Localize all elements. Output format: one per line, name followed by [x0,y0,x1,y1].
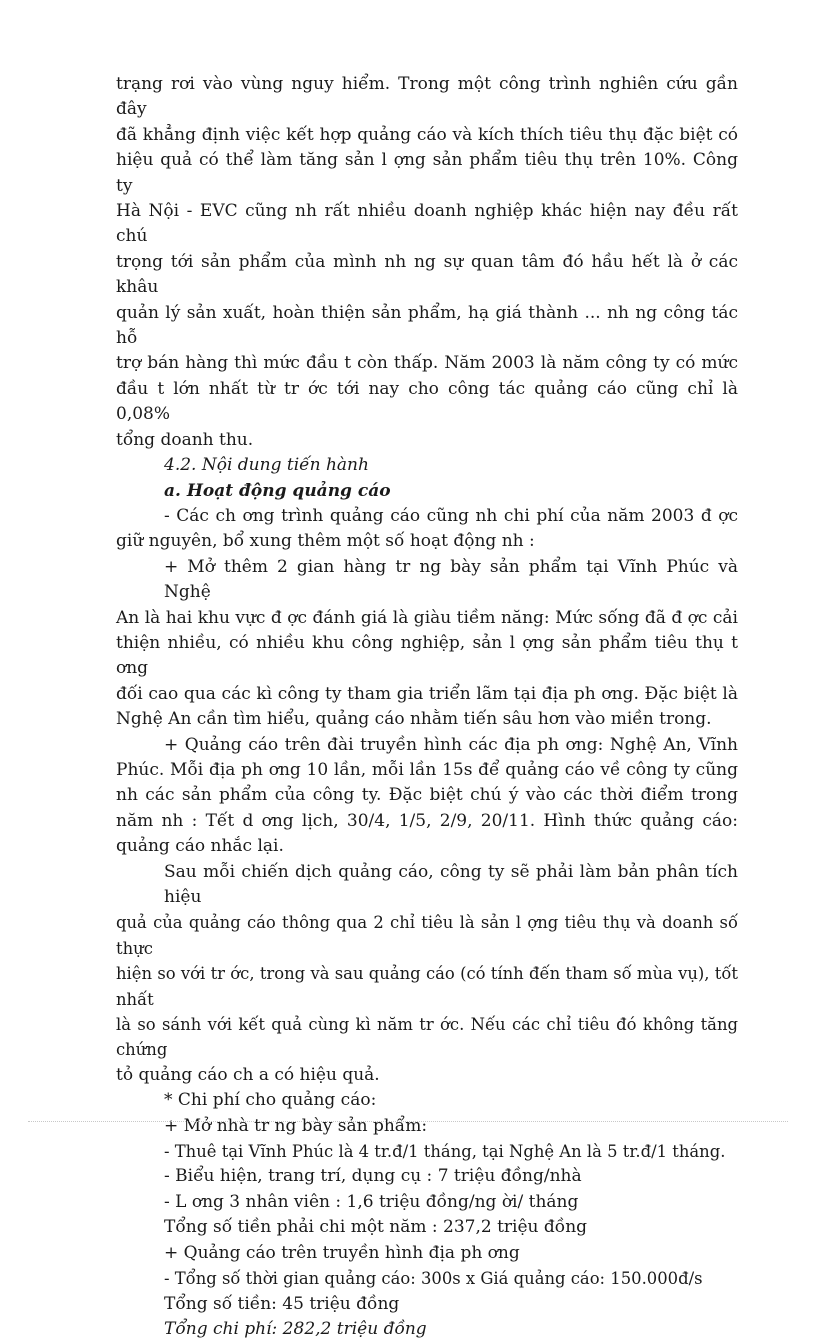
cost-item: - Biểu hiện, trang trí, dụng cụ : 7 triệu đồng/nhà [164,1166,582,1187]
cost-item: Tổng số tiền: 45 triệu đồng [164,1293,400,1314]
cost-item: Tổng số tiền phải chi một năm : 237,2 triệu đồng [164,1217,588,1238]
text-line: trạng rơi vào vùng nguy hiểm. Trong một công trình nghiên cứu gần đây [116,74,738,120]
text-line: quản lý sản xuất, hoàn thiện sản phẩm, hạ giá thành ... nh ng công tác hỗ [116,302,738,349]
cost-item: - Tổng số thời gian quảng cáo: 300s x Giá quảng cáo: 150.000đ/s [164,1269,703,1289]
paragraph-showroom [116,555,738,733]
text-line: năm nh : Tết d ơng lịch, 30/4, 1/5, 2/9, 20/11. Hình thức quảng cáo: [116,810,738,831]
text-line: An là hai khu vực đ ợc đánh giá là giàu tiềm năng: Mức sống đã đ ợc cải [116,607,738,628]
text-line: tỏ quảng cáo ch a có hiệu quả. [116,1064,380,1085]
subsection-heading: a. Hoạt động quảng cáo [164,480,391,501]
document-page [116,72,738,1342]
text-line: giữ nguyên, bổ xung thêm một số hoạt động nh : [116,531,535,552]
text-line: Phúc. Mỗi địa ph ơng 10 lần, mỗi lần 15s để quảng cáo về công ty cũng [116,759,738,780]
paragraph-intro [116,72,738,453]
text-line: quả của quảng cáo thông qua 2 chỉ tiêu là sản l ợng tiêu thụ và doanh số thực [116,913,738,958]
section-heading: 4.2. Nội dung tiến hành [164,455,369,476]
cost-item: + Mở nhà tr ng bày sản phẩm: [164,1115,428,1136]
paragraph-analysis [116,860,738,1089]
text-line: đã khẳng định việc kết hợp quảng cáo và kích thích tiêu thụ đặc biệt có [116,124,738,145]
text-line: hiệu quả có thể làm tăng sản l ợng sản phẩm tiêu thụ trên 10%. Công ty [116,150,738,196]
text-line: trọng tới sản phẩm của mình nh ng sự quan tâm đó hầu hết là ở các khâu [116,251,738,298]
cost-item: + Quảng cáo trên truyền hình địa ph ơng [164,1242,520,1263]
text-line: Hà Nội - EVC cũng nh rất nhiều doanh nghiệp khác hiện nay đều rất chú [116,201,738,247]
cost-title: * Chi phí cho quảng cáo: [164,1090,377,1111]
text-line: + Quảng cáo trên đài truyền hình các địa ph ơng: Nghệ An, Vĩnh [164,734,738,755]
text-line: đầu t lớn nhất từ tr ớc tới nay cho công tác quảng cáo cũng chỉ là 0,08% [116,378,738,425]
text-line: Sau mỗi chiến dịch quảng cáo, công ty sẽ phải làm bản phân tích hiệu [164,861,738,907]
cost-item: - Thuê tại Vĩnh Phúc là 4 tr.đ/1 tháng, tại Nghệ An là 5 tr.đ/1 tháng. [164,1142,726,1162]
cost-total: Tổng chi phí: 282,2 triệu đồng [164,1318,427,1339]
paragraph-tv-ads [116,733,738,860]
text-line: là so sánh với kết quả cùng kì năm tr ớc. Nếu các chỉ tiêu đó không tăng chứng [116,1015,738,1060]
text-line: đối cao qua các kì công ty tham gia triển lãm tại địa ph ơng. Đặc biệt là [116,683,738,704]
text-line: - Các ch ơng trình quảng cáo cũng nh chi phí của năm 2003 đ ợc [164,505,738,526]
paragraph-programs [116,504,738,555]
cost-list [116,1088,738,1342]
cost-item: - L ơng 3 nhân viên : 1,6 triệu đồng/ng ời/ tháng [164,1191,579,1212]
text-line: nh các sản phẩm của công ty. Đặc biệt chú ý vào các thời điểm trong [116,785,738,806]
text-line: thiện nhiều, có nhiều khu công nghiệp, sản l ợng sản phẩm tiêu thụ t ơng [116,632,738,679]
text-line: quảng cáo nhắc lại. [116,836,284,857]
text-line: + Mở thêm 2 gian hàng tr ng bày sản phẩm tại Vĩnh Phúc và Nghệ [164,556,738,603]
text-line: trợ bán hàng thì mức đầu t còn thấp. Năm 2003 là năm công ty có mức [116,353,738,374]
text-line: hiện so với tr ớc, trong và sau quảng cáo (có tính đến tham số mùa vụ), tốt nhất [116,964,738,1009]
text-line: Nghệ An cần tìm hiểu, quảng cáo nhằm tiến sâu hơn vào miền trong. [116,709,712,730]
text-line: tổng doanh thu. [116,429,254,450]
footer-divider [28,1121,788,1122]
